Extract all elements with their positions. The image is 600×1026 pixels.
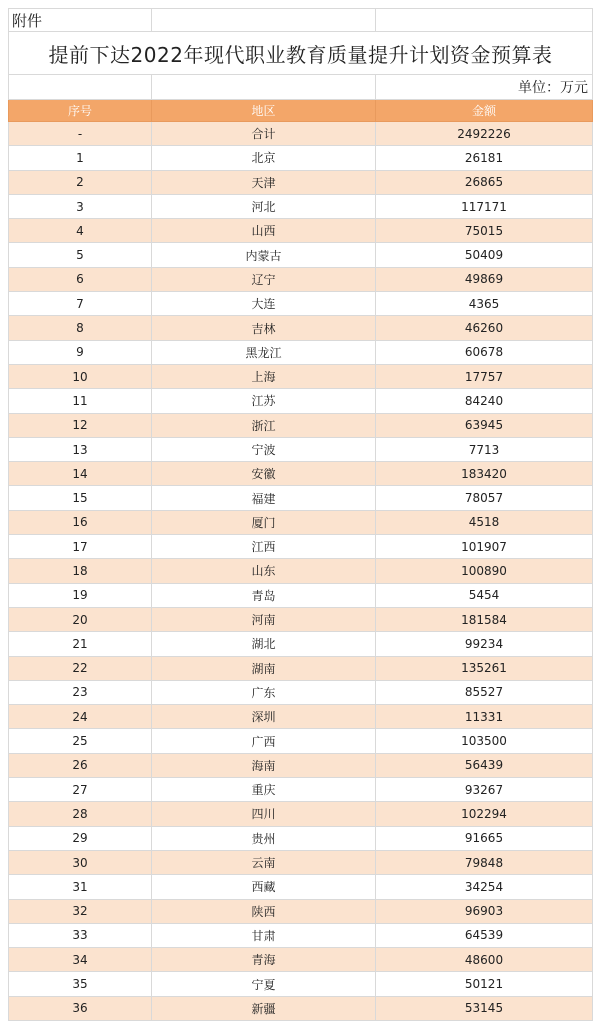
header-no[interactable]: 序号 [9, 100, 152, 122]
cell-region[interactable]: 云南 [152, 850, 376, 874]
cell-amount[interactable]: 17757 [376, 364, 593, 388]
cell-amount[interactable]: 100890 [376, 559, 593, 583]
cell-amount[interactable]: 84240 [376, 389, 593, 413]
cell-no[interactable]: - [9, 122, 152, 146]
cell-amount[interactable]: 183420 [376, 462, 593, 486]
table-row [9, 170, 593, 194]
cell-region[interactable]: 湖北 [152, 632, 376, 656]
cell-no[interactable]: 34 [9, 948, 152, 972]
cell-no[interactable]: 15 [9, 486, 152, 510]
cell-amount[interactable]: 34254 [376, 875, 593, 899]
spreadsheet [8, 8, 592, 1021]
cell-amount[interactable]: 56439 [376, 753, 593, 777]
cell-no[interactable]: 36 [9, 996, 152, 1020]
cell-amount[interactable]: 79848 [376, 850, 593, 874]
unit-label[interactable]: 单位：万元 [376, 75, 593, 100]
cell-region[interactable]: 四川 [152, 802, 376, 826]
cell-region[interactable]: 山东 [152, 559, 376, 583]
table-row [9, 243, 593, 267]
cell-no[interactable]: 17 [9, 535, 152, 559]
cell-no[interactable]: 26 [9, 753, 152, 777]
table-row [9, 972, 593, 996]
cell-no[interactable]: 21 [9, 632, 152, 656]
cell-amount[interactable]: 63945 [376, 413, 593, 437]
cell-amount[interactable]: 26181 [376, 146, 593, 170]
table-row [9, 146, 593, 170]
cell-no[interactable]: 22 [9, 656, 152, 680]
cell-amount[interactable]: 46260 [376, 316, 593, 340]
cell-amount[interactable]: 50409 [376, 243, 593, 267]
title-row [9, 32, 593, 75]
cell-amount[interactable]: 26865 [376, 170, 593, 194]
cell-region[interactable]: 吉林 [152, 316, 376, 340]
cell-region[interactable]: 河北 [152, 194, 376, 218]
cell-amount[interactable]: 4518 [376, 510, 593, 534]
cell-region[interactable]: 上海 [152, 364, 376, 388]
unit-row [9, 75, 593, 100]
table-row [9, 316, 593, 340]
cell-region[interactable]: 湖南 [152, 656, 376, 680]
table-row [9, 875, 593, 899]
cell-no[interactable]: 12 [9, 413, 152, 437]
cell-amount[interactable]: 5454 [376, 583, 593, 607]
cell-amount[interactable]: 101907 [376, 535, 593, 559]
table-row [9, 607, 593, 631]
header-region[interactable]: 地区 [152, 100, 376, 122]
cell-region[interactable]: 浙江 [152, 413, 376, 437]
cell-amount[interactable]: 48600 [376, 948, 593, 972]
table-row [9, 413, 593, 437]
cell-no[interactable]: 14 [9, 462, 152, 486]
cell-amount[interactable]: 93267 [376, 778, 593, 802]
budget-table [8, 8, 593, 1021]
cell-amount[interactable]: 75015 [376, 219, 593, 243]
table-row [9, 535, 593, 559]
cell-no[interactable]: 16 [9, 510, 152, 534]
cell-no[interactable]: 35 [9, 972, 152, 996]
table-row [9, 510, 593, 534]
cell-no[interactable]: 3 [9, 194, 152, 218]
cell-region[interactable]: 青岛 [152, 583, 376, 607]
empty-cell[interactable] [9, 75, 152, 100]
cell-amount[interactable]: 50121 [376, 972, 593, 996]
table-row [9, 486, 593, 510]
table-row [9, 292, 593, 316]
cell-region[interactable]: 江苏 [152, 389, 376, 413]
cell-amount[interactable]: 78057 [376, 486, 593, 510]
cell-region[interactable]: 福建 [152, 486, 376, 510]
table-row [9, 948, 593, 972]
cell-amount[interactable]: 7713 [376, 437, 593, 461]
cell-amount[interactable]: 60678 [376, 340, 593, 364]
cell-no[interactable]: 32 [9, 899, 152, 923]
cell-region[interactable]: 江西 [152, 535, 376, 559]
cell-region[interactable]: 安徽 [152, 462, 376, 486]
table-row [9, 729, 593, 753]
cell-no[interactable]: 5 [9, 243, 152, 267]
cell-region[interactable]: 西藏 [152, 875, 376, 899]
cell-no[interactable]: 11 [9, 389, 152, 413]
cell-region[interactable]: 黑龙江 [152, 340, 376, 364]
cell-amount[interactable]: 91665 [376, 826, 593, 850]
table-row [9, 340, 593, 364]
cell-amount[interactable]: 103500 [376, 729, 593, 753]
cell-no[interactable]: 9 [9, 340, 152, 364]
cell-amount[interactable]: 181584 [376, 607, 593, 631]
page-title[interactable]: 提前下达2022年现代职业教育质量提升计划资金预算表 [9, 32, 593, 75]
cell-no[interactable]: 18 [9, 559, 152, 583]
cell-amount[interactable]: 85527 [376, 680, 593, 704]
table-row [9, 122, 593, 146]
cell-region[interactable]: 河南 [152, 607, 376, 631]
cell-region[interactable]: 重庆 [152, 778, 376, 802]
cell-no[interactable]: 23 [9, 680, 152, 704]
table-row [9, 778, 593, 802]
cell-amount[interactable]: 64539 [376, 923, 593, 947]
table-row [9, 923, 593, 947]
cell-no[interactable]: 30 [9, 850, 152, 874]
empty-cell[interactable] [376, 9, 593, 32]
cell-region[interactable]: 北京 [152, 146, 376, 170]
cell-no[interactable]: 27 [9, 778, 152, 802]
cell-amount[interactable]: 2492226 [376, 122, 593, 146]
table-row [9, 850, 593, 874]
empty-cell[interactable] [152, 75, 376, 100]
empty-cell[interactable] [152, 9, 376, 32]
cell-region[interactable]: 青海 [152, 948, 376, 972]
cell-region[interactable]: 深圳 [152, 705, 376, 729]
cell-no[interactable]: 20 [9, 607, 152, 631]
cell-amount[interactable]: 102294 [376, 802, 593, 826]
cell-region[interactable]: 大连 [152, 292, 376, 316]
header-amount[interactable]: 金额 [376, 100, 593, 122]
cell-no[interactable]: 28 [9, 802, 152, 826]
cell-amount[interactable]: 117171 [376, 194, 593, 218]
cell-region[interactable]: 厦门 [152, 510, 376, 534]
table-row [9, 583, 593, 607]
cell-amount[interactable]: 99234 [376, 632, 593, 656]
cell-amount[interactable]: 53145 [376, 996, 593, 1020]
annex-row [9, 9, 593, 32]
table-row [9, 705, 593, 729]
cell-no[interactable]: 10 [9, 364, 152, 388]
cell-amount[interactable]: 11331 [376, 705, 593, 729]
header-row [9, 100, 593, 122]
table-row [9, 219, 593, 243]
cell-region[interactable]: 海南 [152, 753, 376, 777]
cell-region[interactable]: 宁夏 [152, 972, 376, 996]
cell-amount[interactable]: 96903 [376, 899, 593, 923]
table-row [9, 802, 593, 826]
table-row [9, 267, 593, 291]
table-row [9, 826, 593, 850]
cell-no[interactable]: 24 [9, 705, 152, 729]
cell-no[interactable]: 6 [9, 267, 152, 291]
table-row [9, 632, 593, 656]
cell-no[interactable]: 33 [9, 923, 152, 947]
cell-no[interactable]: 19 [9, 583, 152, 607]
table-row [9, 559, 593, 583]
cell-amount[interactable]: 4365 [376, 292, 593, 316]
table-row [9, 194, 593, 218]
cell-region[interactable]: 合计 [152, 122, 376, 146]
cell-no[interactable]: 7 [9, 292, 152, 316]
cell-amount[interactable]: 135261 [376, 656, 593, 680]
cell-no[interactable]: 25 [9, 729, 152, 753]
table-row [9, 389, 593, 413]
cell-region[interactable]: 广东 [152, 680, 376, 704]
cell-region[interactable]: 辽宁 [152, 267, 376, 291]
table-row [9, 656, 593, 680]
cell-region[interactable]: 新疆 [152, 996, 376, 1020]
cell-no[interactable]: 31 [9, 875, 152, 899]
cell-region[interactable]: 贵州 [152, 826, 376, 850]
cell-region[interactable]: 天津 [152, 170, 376, 194]
cell-no[interactable]: 29 [9, 826, 152, 850]
table-row [9, 753, 593, 777]
table-row [9, 996, 593, 1020]
cell-region[interactable]: 甘肃 [152, 923, 376, 947]
table-row [9, 462, 593, 486]
table-row [9, 899, 593, 923]
cell-no[interactable]: 4 [9, 219, 152, 243]
cell-region[interactable]: 陕西 [152, 899, 376, 923]
cell-region[interactable]: 广西 [152, 729, 376, 753]
table-row [9, 680, 593, 704]
cell-no[interactable]: 1 [9, 146, 152, 170]
cell-region[interactable]: 山西 [152, 219, 376, 243]
cell-no[interactable]: 13 [9, 437, 152, 461]
cell-region[interactable]: 内蒙古 [152, 243, 376, 267]
table-row [9, 437, 593, 461]
table-row [9, 364, 593, 388]
cell-amount[interactable]: 49869 [376, 267, 593, 291]
cell-no[interactable]: 2 [9, 170, 152, 194]
annex-label[interactable]: 附件 [9, 9, 152, 32]
cell-region[interactable]: 宁波 [152, 437, 376, 461]
cell-no[interactable]: 8 [9, 316, 152, 340]
